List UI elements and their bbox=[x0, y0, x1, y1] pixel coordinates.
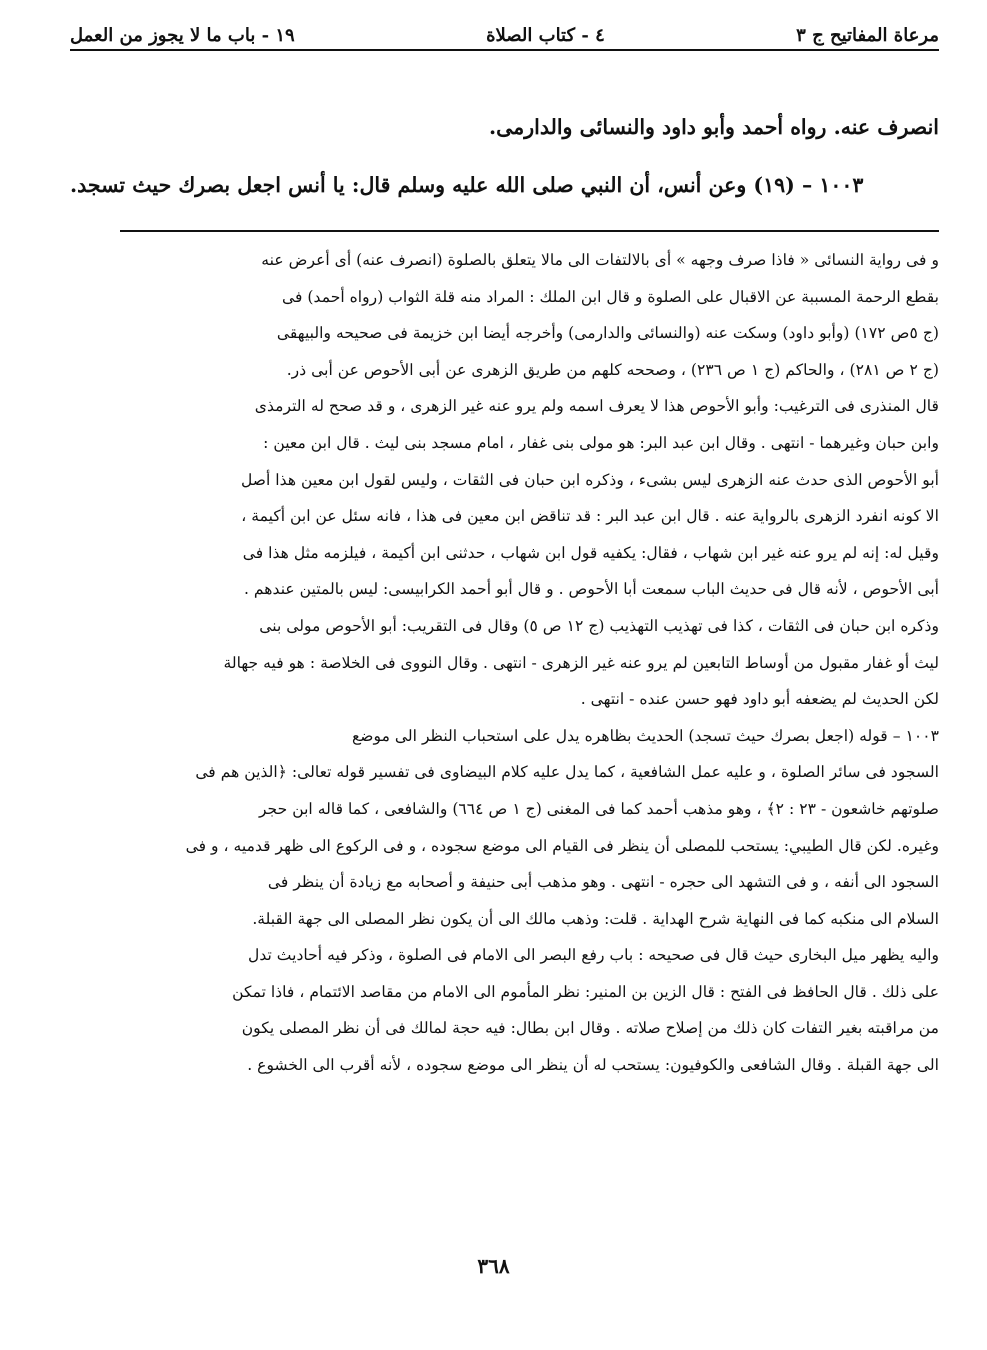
commentary-line: الا كونه انفرد الزهرى بالرواية عنه . قال ابن عبد البر : قد تناقض ابن معين فى هذا ، فانه سئل عن ابن أكيمة ، bbox=[241, 507, 939, 526]
header-book-title: مرعاة المفاتيح ج ٣ bbox=[796, 25, 939, 46]
commentary-line: (ج ٥ص ١٧٢) (وأبو داود) وسكت عنه (والنسائى والدارمى) وأخرجه أيضا ابن خزيمة فى صحيحه والبيهقى bbox=[276, 324, 939, 343]
commentary-line: من مراقبته بغير التفات كان ذلك من إصلاح صلاته . وقال ابن بطال: فيه حجة لمالك فى أن نظر المصلى يكون bbox=[241, 1019, 939, 1038]
header-section: ١٩ - باب ما لا يجوز من العمل bbox=[70, 25, 295, 46]
commentary-line: السجود الى أنفه ، و فى التشهد الى حجره - انتهى . وهو مذهب أبى حنيفة و أصحابه مع زيادة أن ينظر فى bbox=[267, 873, 939, 892]
hadith-line-1: انصرف عنه. رواه أحمد وأبو داود والنسائى والدارمى. bbox=[489, 115, 939, 139]
commentary-line: بقطع الرحمة المسببة عن الاقبال على الصلوة و قال ابن الملك : المراد منه قلة الثواب (رواه أحمد) فى bbox=[282, 287, 939, 306]
commentary-text bbox=[70, 242, 939, 1084]
commentary-divider bbox=[120, 230, 939, 232]
commentary-line: ١٠٠٣ – قوله (اجعل بصرك حيث تسجد) الحديث بظاهره يدل على استحباب النظر الى موضع bbox=[352, 726, 939, 745]
commentary-line: أبى الأحوص ، لأنه قال فى حديث الباب سمعت أبا الأحوص . و قال أبو أحمد الكرابيسى: ليس بالمتين عندهم . bbox=[244, 580, 939, 599]
commentary-line: و فى رواية النسائى « فاذا صرف وجهه » أى بالالتفات الى مالا يتعلق بالصلوة (انصرف عنه) أى أعرض عنه bbox=[261, 251, 939, 269]
commentary-line: على ذلك . قال الحافظ فى الفتح : قال الزين بن المنير: نظر المأموم الى الامام من مقاصد الائتمام ، فاذا تمكن bbox=[232, 982, 939, 1001]
commentary-line: وغيره. لكن قال الطيبي: يستحب للمصلى أن ينظر فى القيام الى موضع سجوده ، و فى الركوع الى ظهر قدميه ، و فى bbox=[185, 836, 939, 855]
commentary-line: السلام الى منكبه كما فى النهاية شرح الهداية . قلت: وذهب مالك الى أن يكون نظر المصلى الى جهة القبلة. bbox=[252, 909, 939, 928]
hadith-line-2: ١٠٠٣ – (١٩) وعن أنس، أن النبي صلى الله عليه وسلم قال: يا أنس اجعل بصرك حيث تسجد. bbox=[70, 173, 864, 197]
commentary-line: قال المنذرى فى الترغيب: وأبو الأحوص هذا لا يعرف اسمه ولم يرو عنه غير الزهرى ، و قد صحح له الترمذى bbox=[254, 397, 939, 416]
commentary-line: وذكره ابن حبان فى الثقات ، كذا فى تهذيب التهذيب (ج ١٢ ص ٥) وقال فى التقريب: أبو الأحوص مولى بنى bbox=[259, 616, 939, 635]
commentary-line: السجود فى سائر الصلوة ، و عليه عمل الشافعية ، كما يدل عليه كلام البيضاوى فى تفسير قوله تعالى: ﴿الذين هم فى bbox=[195, 763, 939, 782]
commentary-line: الى جهة القبلة . وقال الشافعى والكوفيون: يستحب له أن ينظر الى موضع سجوده ، لأنه أقرب الى الخشوع . bbox=[247, 1056, 939, 1075]
hadith-text bbox=[70, 98, 939, 214]
commentary-line: وابن حبان وغيرهما - انتهى . وقال ابن عبد البر: هو مولى بنى غفار ، امام مسجد بنى ليث . قال ابن معين : bbox=[263, 433, 939, 452]
commentary-line: وقيل له: إنه لم يرو عنه غير ابن شهاب ، فقال: يكفيه قول ابن شهاب ، حدثنى ابن أكيمة ، فيلزمه مثل هذا فى bbox=[242, 543, 939, 562]
header-divider bbox=[70, 49, 939, 51]
commentary-line: (ج ٢ ص ٢٨١) ، والحاكم (ج ١ ص ٢٣٦) ، وصححه كلهم من طريق الزهرى عن أبى الأحوص عن أبى ذر. bbox=[286, 360, 939, 379]
commentary-line: واليه يظهر ميل البخارى حيث قال فى صحيحه : باب رفع البصر الى الامام فى الصلوة ، وذكر فيه أحاديث تدل bbox=[248, 946, 939, 965]
header-chapter: ٤ - كتاب الصلاة bbox=[486, 25, 605, 46]
commentary-line: أبو الأحوص الذى حدث عنه الزهرى ليس بشىء ، وذكره ابن حبان فى الثقات ، وليس لقول ابن معين هذا أصل bbox=[240, 470, 939, 489]
commentary-line: ليث أو غفار مقبول من أوساط التابعين لم يرو عنه غير الزهرى - انتهى . وقال النووى فى الخلاصة : هو فيه جهالة bbox=[223, 653, 939, 672]
commentary-line: لكن الحديث لم يضعفه أبو داود فهو حسن عنده - انتهى . bbox=[580, 690, 939, 709]
commentary-line: صلوتهم خاشعون - ٢٣ : ٢﴾ ، وهو مذهب أحمد كما فى المغنى (ج ١ ص ٦٦٤) والشافعى ، كما قاله ابن حجر bbox=[258, 799, 939, 818]
running-header bbox=[70, 20, 939, 46]
page-number: ٣٦٨ bbox=[477, 1254, 510, 1278]
